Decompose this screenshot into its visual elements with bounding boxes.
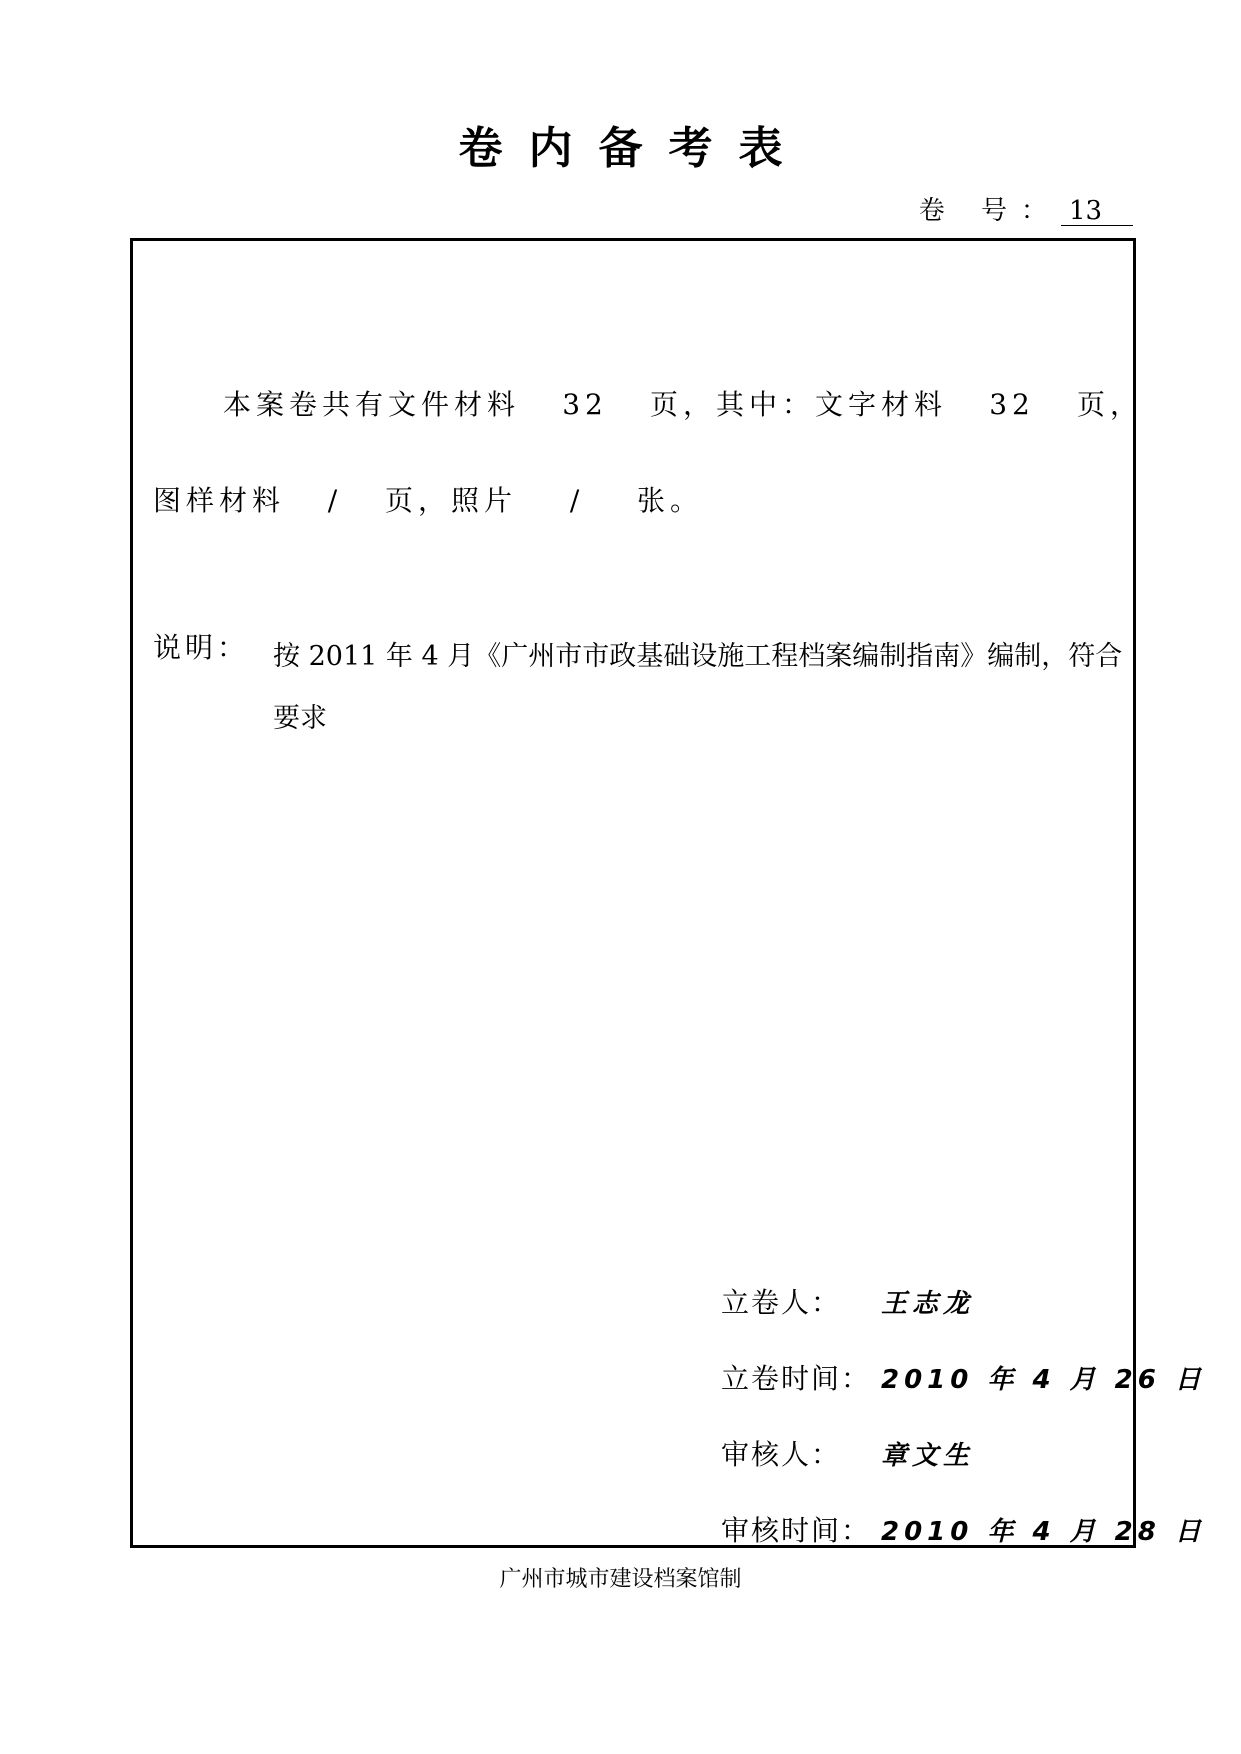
- compiler-label: 立卷人：: [721, 1286, 842, 1319]
- drawing-pages-value: /: [327, 484, 343, 517]
- volume-number-value: 13: [1061, 197, 1133, 226]
- summary-text-5: 页，照片: [385, 484, 518, 517]
- compile-date-row: [721, 1357, 1206, 1397]
- page-title: 卷内备考表: [458, 123, 809, 174]
- compiler-row: [721, 1281, 974, 1321]
- total-pages-value: 32: [562, 388, 608, 421]
- volume-number-label: 卷 号：: [918, 196, 1061, 226]
- issuer-footer: 广州市城市建设档案馆制: [499, 1567, 742, 1592]
- reviewer-signature: 章文生: [881, 1441, 975, 1471]
- summary-line-2: [153, 479, 703, 519]
- summary-text-2: 页，其中：文字材料: [650, 388, 948, 421]
- summary-text-3: 页，: [1077, 388, 1144, 421]
- compile-date-value: 2010 年 4 月 26 日: [881, 1365, 1206, 1395]
- text-pages-value: 32: [989, 388, 1035, 421]
- review-date-row: [721, 1509, 1206, 1549]
- summary-text-1: 本案卷共有文件材料: [223, 388, 521, 421]
- photos-value: /: [569, 484, 585, 517]
- compiler-signature: 王志龙: [881, 1289, 975, 1319]
- remarks-box: [130, 238, 1206, 1548]
- note-label: 说明：: [153, 631, 250, 664]
- volume-number: [919, 190, 1133, 227]
- reviewer-label: 审核人：: [721, 1438, 842, 1471]
- review-date-value: 2010 年 4 月 28 日: [881, 1517, 1206, 1547]
- review-date-label: 审核时间：: [721, 1514, 872, 1547]
- summary-text-4: 图样材料: [153, 484, 286, 517]
- summary-line-1: [223, 383, 1143, 423]
- summary-text-6: 张。: [637, 484, 704, 517]
- compile-date-label: 立卷时间：: [721, 1362, 872, 1395]
- note-text: 按 2011 年 4 月《广州市市政基础设施工程档案编制指南》编制，符合要求: [273, 641, 1123, 734]
- reviewer-row: [721, 1433, 974, 1473]
